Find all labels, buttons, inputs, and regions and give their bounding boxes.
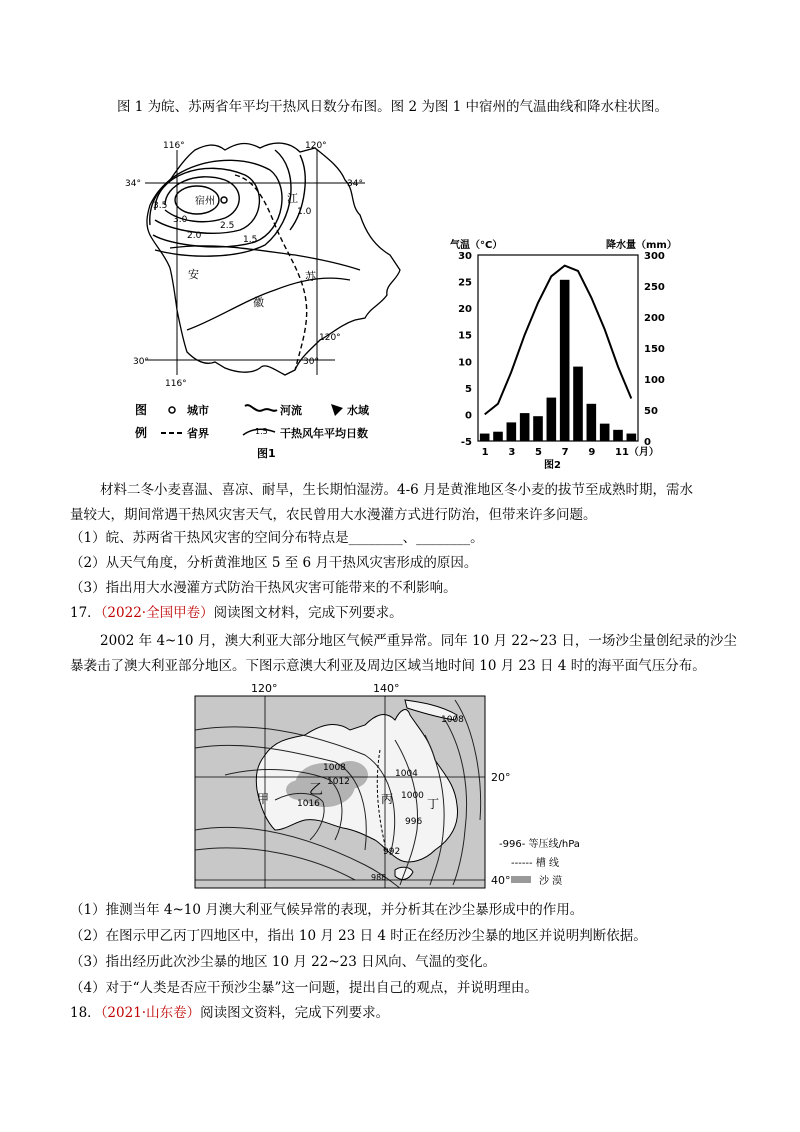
y-right-title: 降水量（mm） [606, 240, 677, 251]
figure3-pressure-map [195, 680, 615, 895]
temp-tick-label: 20 [458, 304, 472, 316]
month-tick-label: 11（月） [615, 447, 659, 458]
figure1-map [125, 130, 425, 460]
precip-bar-month-8 [573, 367, 583, 441]
temp-tick-label: -5 [460, 437, 472, 448]
province-label-hui: 徽 [253, 296, 264, 309]
precip-tick-label: 0 [644, 437, 651, 448]
figure2-climate-chart [440, 232, 680, 472]
legend-isobar: -996- 等压线/hPa [499, 839, 580, 850]
temp-tick-label: 10 [458, 357, 472, 369]
region-ding: 丁 [427, 797, 440, 811]
temp-tick-label: 5 [465, 383, 472, 395]
q18-source: （2021·山东卷） [100, 1005, 201, 1021]
month-tick-label: 3 [508, 447, 516, 458]
precip-tick-label: 250 [644, 282, 665, 293]
precip-bar-month-6 [547, 398, 557, 441]
isoline-label-3.5: 3.5 [153, 201, 168, 211]
precip-tick-label: 200 [644, 313, 665, 324]
legend-border-label: 省界 [187, 427, 209, 440]
legend-desert: 沙 漠 [539, 876, 563, 887]
isobar-996: 996 [405, 817, 423, 827]
region-yi: 乙 [309, 782, 323, 798]
q17-part2: （2）在图示甲乙丙丁四地区中，指出 10 月 23 日 4 时正在经历沙尘暴的地区并说明判断依据。 [70, 928, 647, 944]
fig2-caption: 图2 [544, 460, 561, 471]
isobar-1008: 1008 [323, 763, 346, 773]
q17-part3: （3）指出经历此次沙尘暴的地区 10 月 22~23 日风向、气温的变化。 [70, 954, 497, 970]
lat-34-east-label: 34° [347, 179, 363, 189]
q17-paragraph-line2: 暴袭击了澳大利亚部分地区。下图示意澳大利亚及周边区域当地时间 10 月 23 日 4 时的海平面气压分布。 [70, 658, 706, 674]
temp-tick-label: 15 [458, 330, 472, 342]
isobar-1008-ne: 1008 [441, 715, 464, 725]
precip-bar-month-1 [480, 434, 490, 441]
temp-tick-label: 0 [465, 410, 472, 422]
isoline-label-2.0: 2.0 [187, 231, 202, 241]
legend-iso-num: 1.5 [255, 427, 268, 436]
legend-tu: 图 [135, 403, 148, 417]
river-symbol-icon [245, 405, 277, 411]
legend-water-label: 水域 [347, 404, 369, 417]
legend-iso-label: 干热风年平均日数 [280, 427, 368, 440]
q18-heading [70, 1003, 389, 1023]
q17-number: 17． [70, 605, 101, 621]
isobar-1012: 1012 [327, 777, 350, 787]
desert-legend-icon [511, 876, 531, 883]
precip-bar-month-2 [493, 432, 503, 441]
fig1-caption: 图1 [257, 447, 276, 460]
lat-30-east-label: 30° [303, 357, 319, 367]
lat-34-west-label: 34° [125, 179, 141, 189]
precip-tick-label: 100 [644, 375, 665, 386]
q17-paragraph-line1: 2002 年 4~10 月，澳大利亚大部分地区气候严重异常。同年 10 月 22~23 日，一场沙尘量创纪录的沙尘 [100, 633, 737, 649]
q18-number: 18． [70, 1005, 101, 1021]
isobar-1016: 1016 [297, 799, 320, 809]
city-symbol-icon [169, 407, 175, 413]
precip-bar-month-7 [560, 280, 570, 441]
temperature-curve [485, 266, 632, 415]
month-tick-label: 1 [481, 447, 489, 458]
precip-bar-month-12 [627, 434, 637, 441]
q17-part4: （4）对于“人类是否应干预沙尘暴”这一问题，提出自己的观点，并说明理由。 [70, 980, 538, 996]
isobar-1000: 1000 [401, 791, 424, 801]
lon-120-bottom-label: 120° [319, 333, 341, 343]
material2-line2: 量较大，期间常遇干热风灾害天气，农民曾用大水漫灌方式进行防治，但带来许多问题。 [70, 507, 597, 523]
isoline-label-1.0: 1.0 [297, 207, 312, 217]
isoline-label-3.0: 3.0 [173, 215, 188, 225]
temp-tick-label: 30 [458, 251, 472, 262]
lon-120-label: 120° [305, 141, 327, 151]
isoline-label-2.5: 2.5 [220, 221, 235, 231]
q17-heading [70, 603, 403, 623]
isobar-992: 992 [383, 847, 401, 857]
month-tick-label: 9 [588, 447, 596, 458]
precip-bar-month-5 [533, 416, 543, 441]
material2-line1: 材料二冬小麦喜温、喜凉、耐旱，生长期怕湿涝。4-6 月是黄淮地区冬小麦的拔节至成熟时期，需水 [100, 482, 694, 498]
temp-tick-label: 25 [458, 277, 472, 289]
q16-part1: （1）皖、苏两省干热风灾害的空间分布特点是________、________。 [70, 530, 484, 546]
isobar-1004: 1004 [395, 769, 418, 779]
lat-40-label: 40° [491, 874, 511, 887]
lat-30-west-label: 30° [133, 357, 149, 367]
precip-bar-month-4 [520, 413, 530, 441]
precip-tick-label: 150 [644, 344, 665, 355]
legend-trough: ------ 槽 线 [511, 858, 560, 869]
precip-bar-month-11 [613, 430, 623, 441]
q17-source: （2022·全国甲卷） [100, 605, 214, 621]
water-symbol-icon [331, 404, 343, 416]
q16-part3: （3）指出用大水漫灌方式防治干热风灾害可能带来的不利影响。 [70, 580, 457, 596]
y-left-title: 气温（°C） [450, 240, 503, 251]
q17-instruction: 阅读图文材料，完成下列要求。 [213, 605, 403, 621]
plot-frame [478, 255, 638, 441]
precip-bar-month-10 [600, 424, 610, 441]
region-jia: 甲 [257, 792, 270, 806]
isoline-label-1.5: 1.5 [243, 235, 258, 245]
region-bing: 丙 [381, 792, 394, 806]
precip-bar-month-3 [507, 422, 517, 441]
precip-tick-label: 50 [644, 406, 658, 417]
lon-120-label: 120° [251, 682, 278, 695]
intro-text: 图 1 为皖、苏两省年平均干热风日数分布图。图 2 为图 1 中宿州的气温曲线和降水柱状图。 [117, 99, 669, 115]
q17-part1: （1）推测当年 4~10 月澳大利亚气候异常的表现，并分析其在沙尘暴形成中的作用。 [70, 902, 584, 918]
precip-bar-month-9 [587, 404, 597, 441]
lon-116-label: 116° [163, 141, 185, 151]
province-label-jiang: 江 [287, 192, 298, 205]
month-tick-label: 7 [561, 447, 569, 458]
legend-city-label: 城市 [187, 404, 209, 417]
isobar-988: 988 [371, 873, 387, 882]
province-label-an: 安 [188, 268, 199, 281]
legend-li: 例 [135, 426, 148, 440]
lat-20-label: 20° [491, 771, 511, 784]
q18-instruction: 阅读图文资料，完成下列要求。 [200, 1005, 390, 1021]
city-label-suzhou: 宿州 [195, 196, 215, 207]
province-label-su: 苏 [305, 270, 316, 283]
lon-116-bottom-label: 116° [165, 379, 187, 389]
q16-part2: （2）从天气角度，分析黄淮地区 5 至 6 月干热风灾害形成的原因。 [70, 555, 478, 571]
month-tick-label: 5 [535, 447, 542, 458]
legend-river-label: 河流 [280, 404, 302, 417]
precip-tick-label: 300 [644, 251, 665, 262]
lon-140-label: 140° [373, 682, 400, 695]
